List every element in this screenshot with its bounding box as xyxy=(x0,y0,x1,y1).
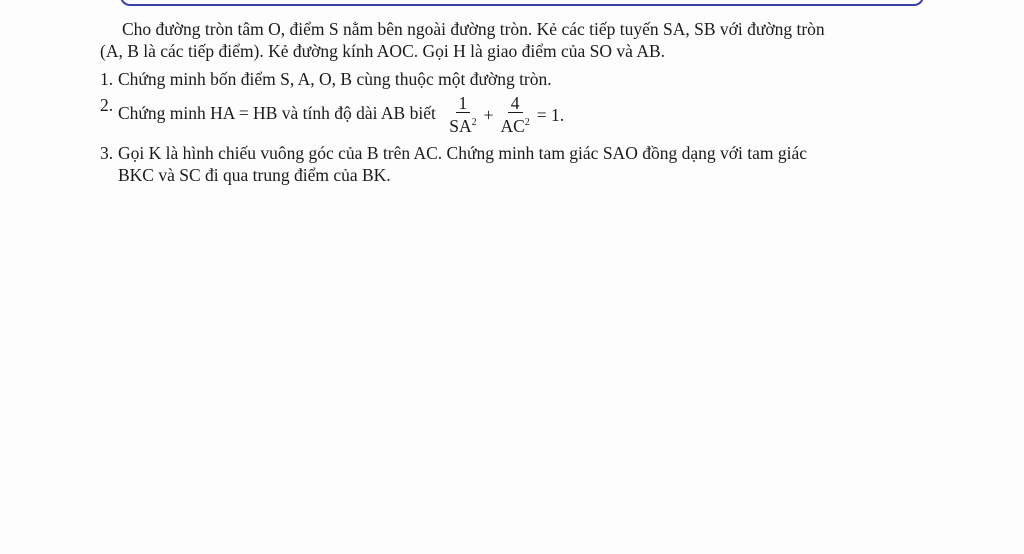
item-number: 1. xyxy=(100,69,114,89)
item-body xyxy=(118,94,830,136)
problem-item-1 xyxy=(100,68,830,90)
item-text: Gọi K là hình chiếu vuông góc của B trên AC. Chứng minh tam giác SAO đồng dạng với tam giác BKC và SC đi qua trung điểm của BK. xyxy=(118,142,807,185)
plus-sign: + xyxy=(483,104,494,125)
denominator: $AC^2$ xyxy=(500,115,530,136)
fraction-1 xyxy=(446,94,479,136)
problem-item-3 xyxy=(100,142,830,186)
denominator: $SA^2$ xyxy=(449,115,477,136)
equation xyxy=(444,94,566,136)
item-text: Chứng minh bốn điểm S, A, O, B cùng thuộc một đường tròn. xyxy=(118,69,552,89)
item-number: 3. xyxy=(100,142,114,163)
numerator: 4 xyxy=(508,94,523,113)
numerator: 1 xyxy=(456,94,471,113)
item-text: Chứng minh HA = HB và tính độ dài AB biết xyxy=(118,102,436,123)
fraction-2 xyxy=(497,94,532,136)
equation-rhs: = 1. xyxy=(536,104,565,125)
item-number: 2. xyxy=(100,95,114,115)
page-top-border xyxy=(120,0,924,6)
problem-intro: Cho đường tròn tâm O, điểm S nằm bên ngoài đường tròn. Kẻ các tiếp tuyến SA, SB với đường tròn (A, B là các tiếp điểm). Kẻ đường kính AOC. Gọi H là giao điểm của SO và AB. xyxy=(100,19,825,61)
problem-document xyxy=(100,18,830,186)
problem-item-2 xyxy=(100,94,830,136)
